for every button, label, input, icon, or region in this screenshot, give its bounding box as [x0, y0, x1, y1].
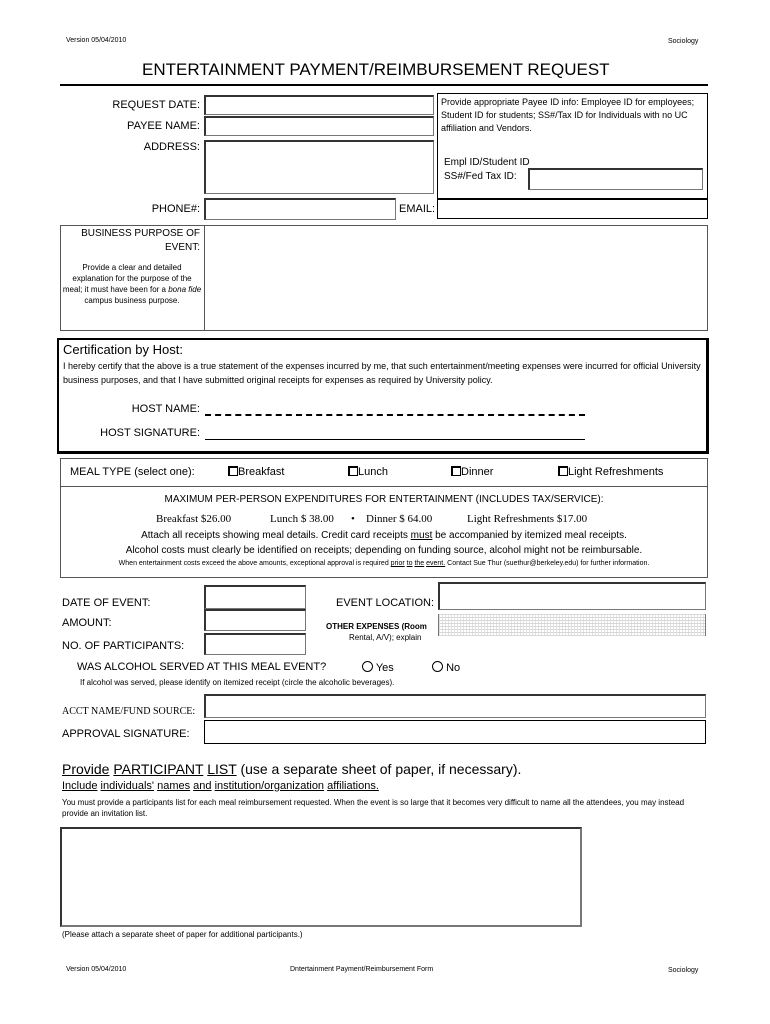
acct-fund-label: ACCT NAME/FUND SOURCE: [62, 706, 196, 717]
event-location-input[interactable] [438, 582, 706, 610]
approval-signature-input[interactable] [204, 720, 706, 744]
other-expenses-label: OTHER EXPENSES (Room [326, 622, 427, 631]
approval-signature-label: APPROVAL SIGNATURE: [62, 728, 190, 740]
event-location-label: EVENT LOCATION: [336, 597, 435, 609]
date-of-event-input[interactable] [204, 585, 306, 609]
participants-count-input[interactable] [204, 633, 306, 655]
address-label: ADDRESS: [143, 141, 200, 153]
meal-option-light[interactable]: Light Refreshments [558, 466, 663, 478]
request-date-input[interactable] [204, 95, 434, 115]
meal-option-dinner[interactable]: Dinner [451, 466, 493, 478]
participant-attach-note: (Please attach a separate sheet of paper for additional participants.) [62, 930, 303, 939]
payee-name-label: PAYEE NAME: [127, 120, 200, 132]
footer-form-name: Dntertainment Payment/Reimbursement Form [290, 966, 434, 973]
other-expenses-input[interactable] [438, 614, 706, 636]
title-rule [60, 84, 708, 86]
email-label: EMAIL: [399, 203, 436, 215]
meal-option-lunch[interactable]: Lunch [348, 466, 388, 478]
phone-input[interactable] [204, 198, 396, 220]
limit-lunch: Lunch $ 38.00 [270, 513, 334, 525]
payee-name-input[interactable] [204, 116, 434, 136]
certification-text: I hereby certify that the above is a true statement of the expenses incurred by me, that such entertainment/meeting expenses were incurred for official University business purposes, and that I have submitted original receipts for expenses as required by University policy. [63, 361, 701, 385]
meal-option-breakfast[interactable]: Breakfast [228, 466, 284, 478]
participants-count-label: NO. OF PARTICIPANTS: [62, 640, 185, 652]
yes-radio[interactable] [362, 661, 373, 672]
max-expenditures-title: MAXIMUM PER-PERSON EXPENDITURES FOR ENTERTAINMENT (INCLUDES TAX/SERVICE): [164, 494, 604, 505]
alcohol-note: If alcohol was served, please identify on itemized receipt (circle the alcoholic beverages). [80, 678, 395, 687]
participant-list-input[interactable] [60, 827, 582, 927]
participant-include-line: Include individuals' names and institution/organization affiliations. [62, 780, 379, 792]
header-dept: Sociology [668, 38, 699, 45]
business-purpose-label: BUSINESS PURPOSE OF [81, 228, 200, 239]
meal-type-label: MEAL TYPE (select one): [70, 466, 195, 478]
amount-label: AMOUNT: [62, 617, 112, 629]
limit-light: Light Refreshments $17.00 [467, 513, 588, 525]
date-of-event-label: DATE OF EVENT: [62, 597, 151, 609]
business-help: Provide a clear and detailed explanation for the purpose of the meal; it must have been for a bona fide campus business purpose. [62, 263, 202, 305]
breakfast-checkbox[interactable] [228, 466, 238, 476]
page-title: ENTERTAINMENT PAYMENT/REIMBURSEMENT REQUEST [142, 60, 610, 79]
participant-note: You must provide a participants list for each meal reimbursement requested. When the event is so large that it becomes very difficult to name all the attendees, you may instead provide an invitation list. [62, 798, 685, 818]
email-input[interactable] [437, 199, 708, 219]
empl-id-label: Empl ID/Student ID [444, 157, 530, 168]
business-event-label: EVENT: [164, 242, 200, 253]
host-signature-label: HOST SIGNATURE: [100, 427, 200, 439]
exceed-line: When entertainment costs exceed the above amounts, exceptional approval is required prior to the event. Contact Sue Thur (suethur@berkeley.edu) for further information. [118, 560, 650, 567]
address-input[interactable] [204, 140, 434, 194]
business-purpose-input[interactable] [204, 225, 708, 331]
header-version: Version 05/04/2010 [66, 37, 127, 44]
participant-list-heading: Provide PARTICIPANT LIST (use a separate sheet of paper, if necessary). [62, 761, 522, 777]
host-name-field[interactable] [205, 414, 585, 416]
limit-dinner: Dinner $ 64.00 [366, 513, 433, 525]
payee-id-note: Provide appropriate Payee ID info: Employee ID for employees; Student ID for students; SS#/Tax ID for Individuals with no UC affiliation and Vendors. [441, 97, 695, 133]
tax-id-label: SS#/Fed Tax ID: [444, 171, 517, 182]
bullet-icon: • [351, 513, 355, 525]
alcohol-receipts-line: Alcohol costs must clearly be identified on receipts; depending on funding source, alcohol might not be reimbursable. [125, 545, 643, 556]
footer-dept: Sociology [668, 967, 699, 974]
acct-fund-input[interactable] [204, 694, 706, 718]
limit-breakfast: Breakfast $26.00 [156, 513, 232, 525]
dinner-checkbox[interactable] [451, 466, 461, 476]
other-expenses-sub: Rental, A/V); explain [349, 633, 422, 642]
alcohol-yes-option[interactable]: Yes [362, 661, 394, 674]
payee-id-input[interactable] [528, 168, 703, 190]
alcohol-question: WAS ALCOHOL SERVED AT THIS MEAL EVENT? [77, 661, 327, 673]
meal-divider [60, 486, 708, 487]
light-refreshments-checkbox[interactable] [558, 466, 568, 476]
phone-label: PHONE#: [151, 203, 200, 215]
certification-title: Certification by Host: [63, 342, 183, 357]
request-date-label: REQUEST DATE: [112, 99, 200, 111]
lunch-checkbox[interactable] [348, 466, 358, 476]
footer-version: Version 05/04/2010 [66, 966, 127, 973]
amount-input[interactable] [204, 609, 306, 631]
alcohol-no-option[interactable]: No [432, 661, 460, 674]
no-radio[interactable] [432, 661, 443, 672]
host-signature-field[interactable] [205, 439, 585, 440]
host-name-label: HOST NAME: [131, 403, 200, 415]
receipts-line: Attach all receipts showing meal details. Credit card receipts must be accompanied by itemized meal receipts. [141, 530, 627, 541]
